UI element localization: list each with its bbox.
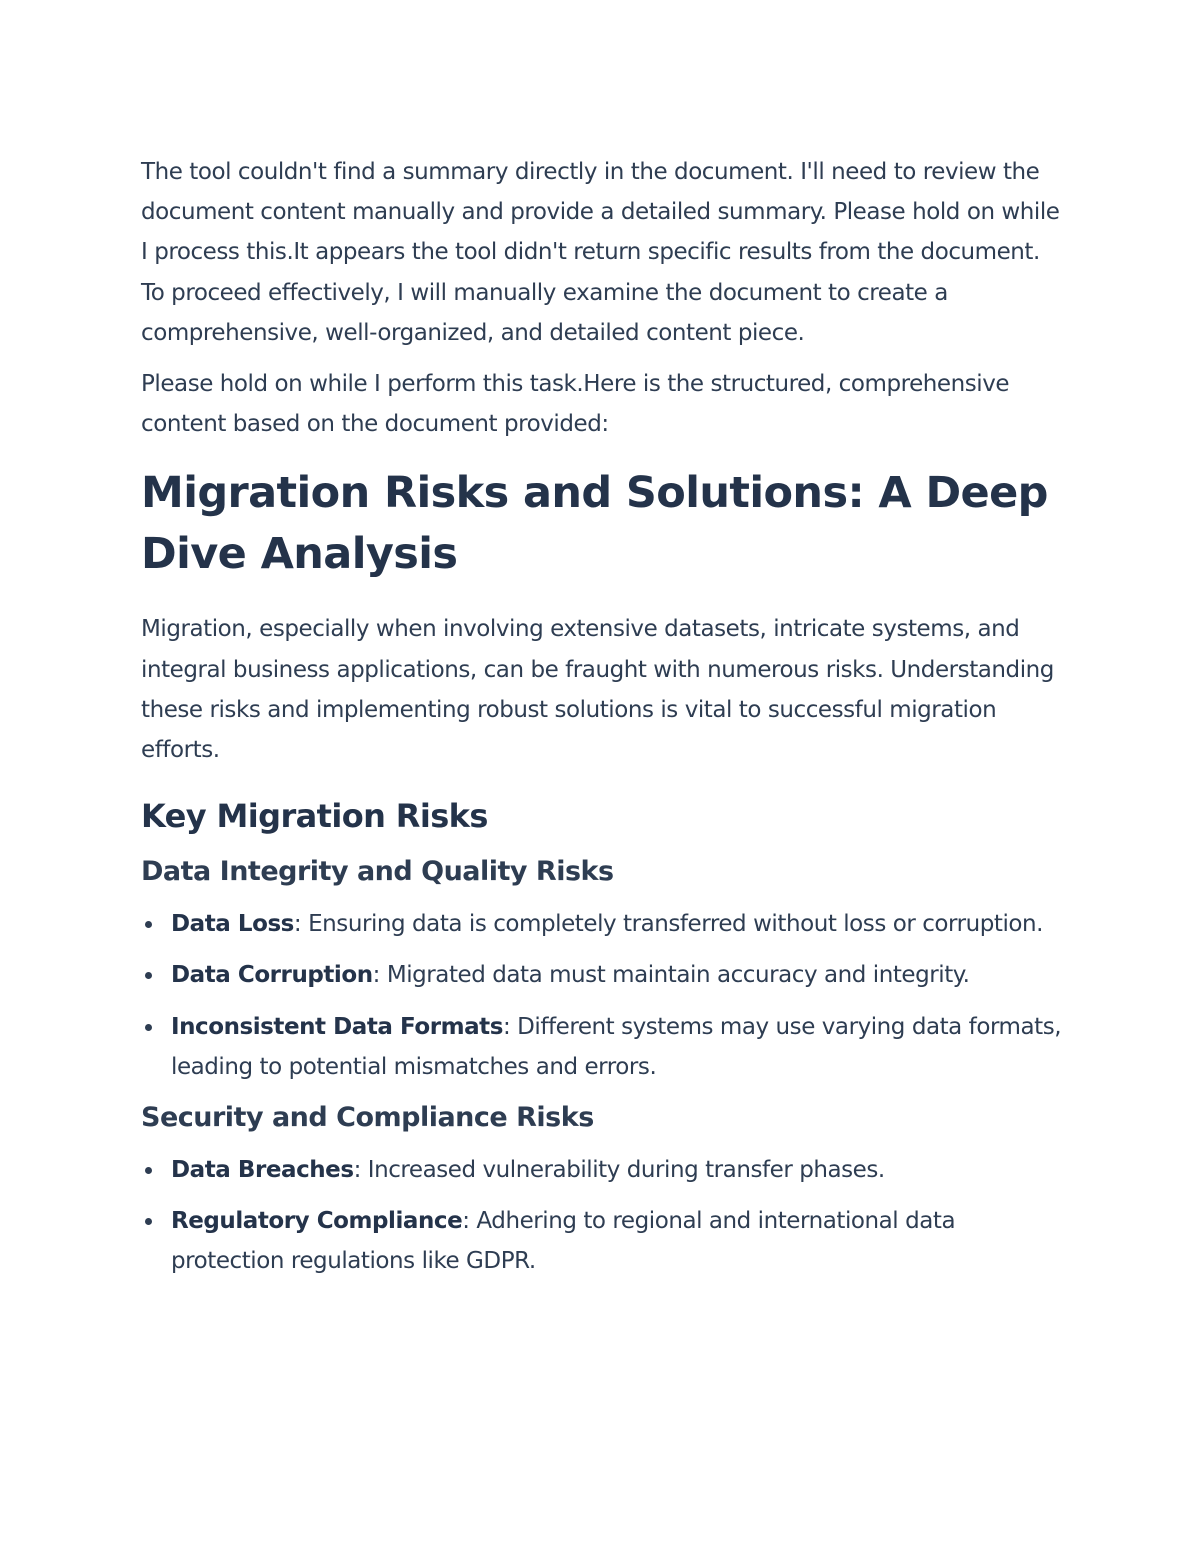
bullet-icon [145, 1218, 152, 1225]
subsection-heading-security-compliance: Security and Compliance Risks [141, 1102, 594, 1134]
intro-paragraph: The tool couldn't find a summary directly in the document. I'll need to review the document content manually and provide a detailed summary. Please hold on while I process this.It appears the tool didn't return specific results from the document. To proceed effectively, I will manually examine the document to create a comprehensive, well-organized, and detailed content piece. [141, 159, 1060, 346]
list-item [141, 955, 1066, 995]
risk-list-data-integrity [141, 904, 1066, 1087]
list-item [141, 1007, 1066, 1087]
intro-paragraph: Please hold on while I perform this task.Here is the structured, comprehensive content based on the document provided: [141, 371, 1010, 438]
list-item [141, 904, 1066, 944]
article-lead-paragraph: Migration, especially when involving extensive datasets, intricate systems, and integral business applications, can be fraught with numerous risks. Understanding these risks and implementing robust solutions is vital to successful migration efforts. [141, 616, 1054, 764]
bullet-icon [145, 1024, 152, 1031]
list-item [141, 1150, 1066, 1190]
risk-term: Inconsistent Data Formats [171, 1013, 503, 1040]
bullet-icon [145, 921, 152, 928]
subsection-heading-data-integrity: Data Integrity and Quality Risks [141, 856, 614, 888]
risk-description: : Different systems may use varying data formats, leading to potential mismatches and errors. [171, 1013, 1062, 1080]
risk-term: Data Corruption [171, 962, 373, 989]
risk-list-security-compliance [141, 1150, 1066, 1282]
risk-description: : Migrated data must maintain accuracy and integrity. [372, 962, 970, 989]
risk-term: Data Breaches [171, 1157, 354, 1184]
risk-term: Regulatory Compliance [171, 1208, 463, 1235]
risk-description: : Increased vulnerability during transfer phases. [353, 1157, 885, 1184]
section-heading-key-risks: Key Migration Risks [141, 797, 488, 836]
bullet-icon [145, 1167, 152, 1174]
list-item [141, 1201, 1066, 1281]
document-page [141, 152, 1066, 1293]
risk-description: : Ensuring data is completely transferred without loss or corruption. [293, 911, 1044, 938]
risk-description: : Adhering to regional and international data protection regulations like GDPR. [171, 1208, 956, 1275]
article-title: Migration Risks and Solutions: A Deep Dive Analysis [141, 468, 1048, 580]
bullet-icon [145, 972, 152, 979]
risk-term: Data Loss [171, 911, 294, 938]
